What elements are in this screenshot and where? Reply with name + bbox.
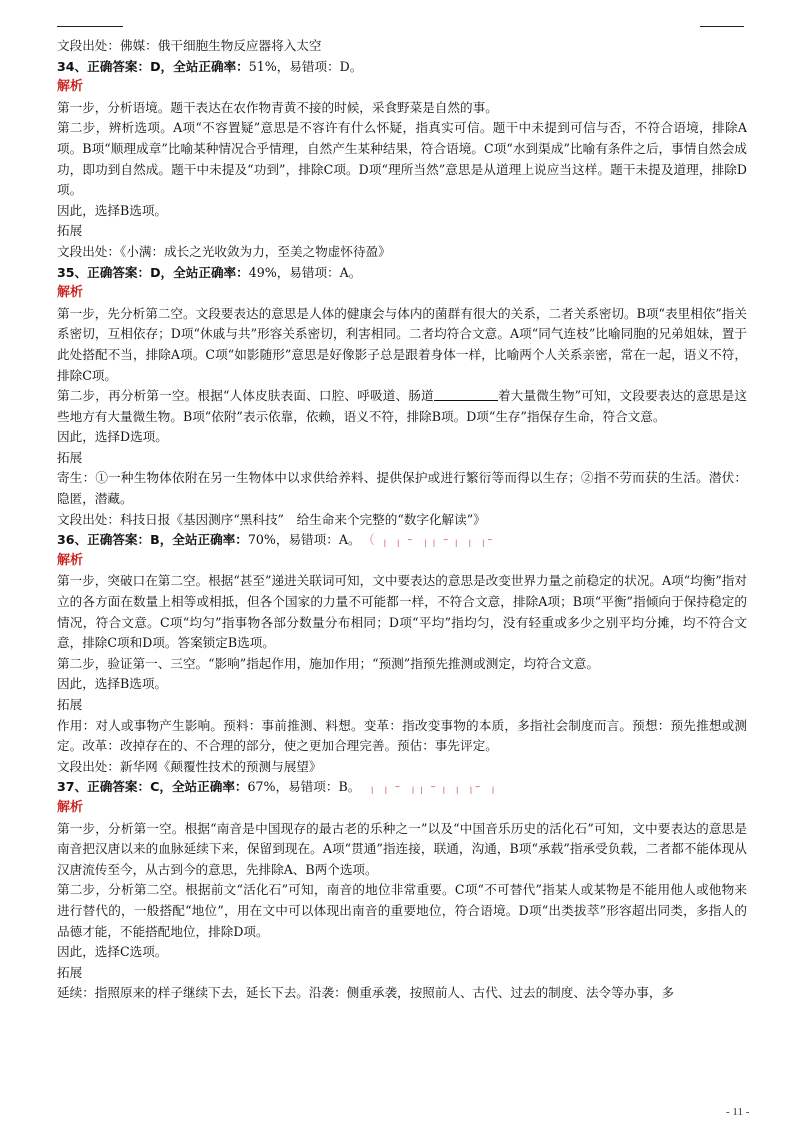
page-content [57, 36, 747, 1004]
q33-source: 文段出处：佛媒：俄干细胞生物反应器将入太空 [57, 38, 322, 53]
q35-analysis-label: 解析 [57, 285, 84, 301]
q36-extension-text: 作用：对人或事物产生影响。预料：事前推测、料想。变革：指改变事物的本质，多指社会制度而言。预想：预先推想或测定。改革：改掉存在的、不合理的部分，使之更加合理完善。预估：事先评定。 [57, 717, 747, 754]
q37-conclusion: 因此，选择C选项。 [57, 944, 168, 960]
q34-step1: 第一步，分析语境。题干表达在农作物青黄不接的时候，采食野菜是自然的事。 [57, 99, 498, 115]
q35-source: 文段出处：科技日报《基因测序“黑科技” 给生命来个完整的“数字化解读”》 [57, 511, 486, 527]
q37-answer-header: 37、正确答案：C，全站正确率：67%，易错项：B。 ╷ ╷ ╴ ╷╷ ╴╷ ╷ ╷╴ ╷ [57, 779, 498, 795]
header-rule-right [700, 26, 744, 27]
q35-step1: 第一步，先分析第二空。文段要表达的意思是人体的健康会与体内的菌群有很大的关系，二者关系密切。B项“表里相依”指关系密切，互相依存；D项“休戚与共”形容关系密切，利害相同。二者均符合文意。A项“同气连枝”比喻同胞的兄弟姐妹，置于此处搭配不当，排除A项。C项“如影随形”意思是好像影子总是跟着身体一样，比喻两个人关系亲密，常在一起，语义不符，排除C项。 [57, 305, 747, 383]
q36-extension-label: 拓展 [57, 697, 83, 712]
q37-faint-overlay: ╷ ╷ ╴ ╷╷ ╴╷ ╷ ╷╴ ╷ [368, 779, 498, 795]
q36-source: 文段出处：新华网《颠覆性技术的预测与展望》 [57, 758, 322, 774]
q35-conclusion: 因此，选择D选项。 [57, 429, 168, 445]
header-rule-left [57, 26, 123, 27]
q34-source: 文段出处：《小满：成长之光收敛为力，至美之物虚怀待盈》 [57, 243, 391, 259]
q37-step1: 第一步，分析第一空。根据“南音是中国现存的最古老的乐种之一”以及“中国音乐历史的活化石”可知，文中要表达的意思是南音把汉唐以来的血脉延续下来，保留到现在。A项“贯通”指连接，联通，沟通，B项“承载”指承受负载，二者都不能体现从汉唐流传至今，从古到今的意思，先排除A、B两个选项。 [57, 820, 747, 877]
q37-step2: 第二步，分析第二空。根据前文“活化石”可知，南音的地位非常重要。C项“不可替代”指某人或某物是不能用他人或他物来进行替代的，一般搭配“地位”，用在文中可以体现出南音的重要地位，符合语境。D项“出类拔萃”形容超出同类，多指人的品德才能，不能搭配地位，排除D项。 [57, 882, 747, 939]
q35-step2: 第二步，再分析第一空。根据“人体皮肤表面、口腔、呼吸道、肠道 着大量微生物”可知，文段要表达的意思是这些地方有大量微生物。B项“依附”表示依靠，依赖，语义不符，排除B项。D项“生存”指保存生命，符合文意。 [57, 388, 747, 424]
q34-analysis-label: 解析 [57, 79, 84, 95]
q34-step2: 第二步，辨析选项。A项“不容置疑”意思是不容许有什么怀疑，指真实可信。题干中未提到可信与否，不符合语境，排除A项。B项“顺理成章”比喻某种情况合乎情理，自然产生某种结果，符合语境。C项“水到渠成”比喻有条件之后，事情自然会成功，即功到自然成。题干中未提及“功到”，排除C项。D项“理所当然”意思是从道理上说应当这样。题干未提及道理，排除D项。 [57, 120, 747, 198]
q36-conclusion: 因此，选择B选项。 [57, 676, 168, 692]
q35-extension-label: 拓展 [57, 449, 83, 465]
page-number: - 11 - [726, 1106, 750, 1118]
q34-extension-label: 拓展 [57, 223, 83, 239]
q36-faint-overlay: （ ╷ ╷ ╴ ╷╷ ╴╷ ╷ ╷╴ [368, 532, 497, 548]
q34-conclusion: 因此，选择B选项。 [57, 202, 168, 218]
q35-answer-header: 35、正确答案：D，全站正确率：49%，易错项：A。 [57, 264, 362, 280]
q35-extension-text: 寄生：①一种生物体依附在另一生物体中以求供给养料、提供保护或进行繁衍等而得以生存；②指不劳而获的生活。潜伏：隐匿，潜藏。 [57, 470, 747, 507]
q37-analysis-label: 解析 [57, 799, 84, 815]
q37-extension-label: 拓展 [57, 964, 83, 980]
fill-in-blank [434, 388, 498, 401]
q36-step1: 第一步，突破口在第二空。根据“甚至”递进关联词可知，文中要表达的意思是改变世界力量之前稳定的状况。A项“均衡”指对立的各方面在数量上相等或相抵，但各个国家的力量不可能都一样，不符合文意，排除A项；B项“平衡”指倾向于保持稳定的情况，符合文意。C项“均匀”指事物各部分数量分布相同；D项“平均”指均匀，没有轻重或多少之别平均分摊，均不符合文意，排除C项和D项。答案锁定B选项。 [57, 573, 747, 651]
q36-step2: 第二步，验证第一、三空。“影响”指起作用，施加作用；“预测”指预先推测或测定，均符合文意。 [57, 655, 600, 671]
q36-answer-header: 36、正确答案：B，全站正确率：70%，易错项：A。 （ ╷ ╷ ╴ ╷╷ ╴╷ ╷ ╷╴ [57, 532, 497, 548]
q34-answer-header: 34、正确答案：D，全站正确率：51%，易错项：D。 [57, 58, 363, 74]
q36-analysis-label: 解析 [57, 552, 84, 568]
q37-extension-text: 延续：指照原来的样子继续下去，延长下去。沿袭：侧重承袭，按照前人、古代、过去的制度、法令等办事，多 [57, 985, 675, 1001]
